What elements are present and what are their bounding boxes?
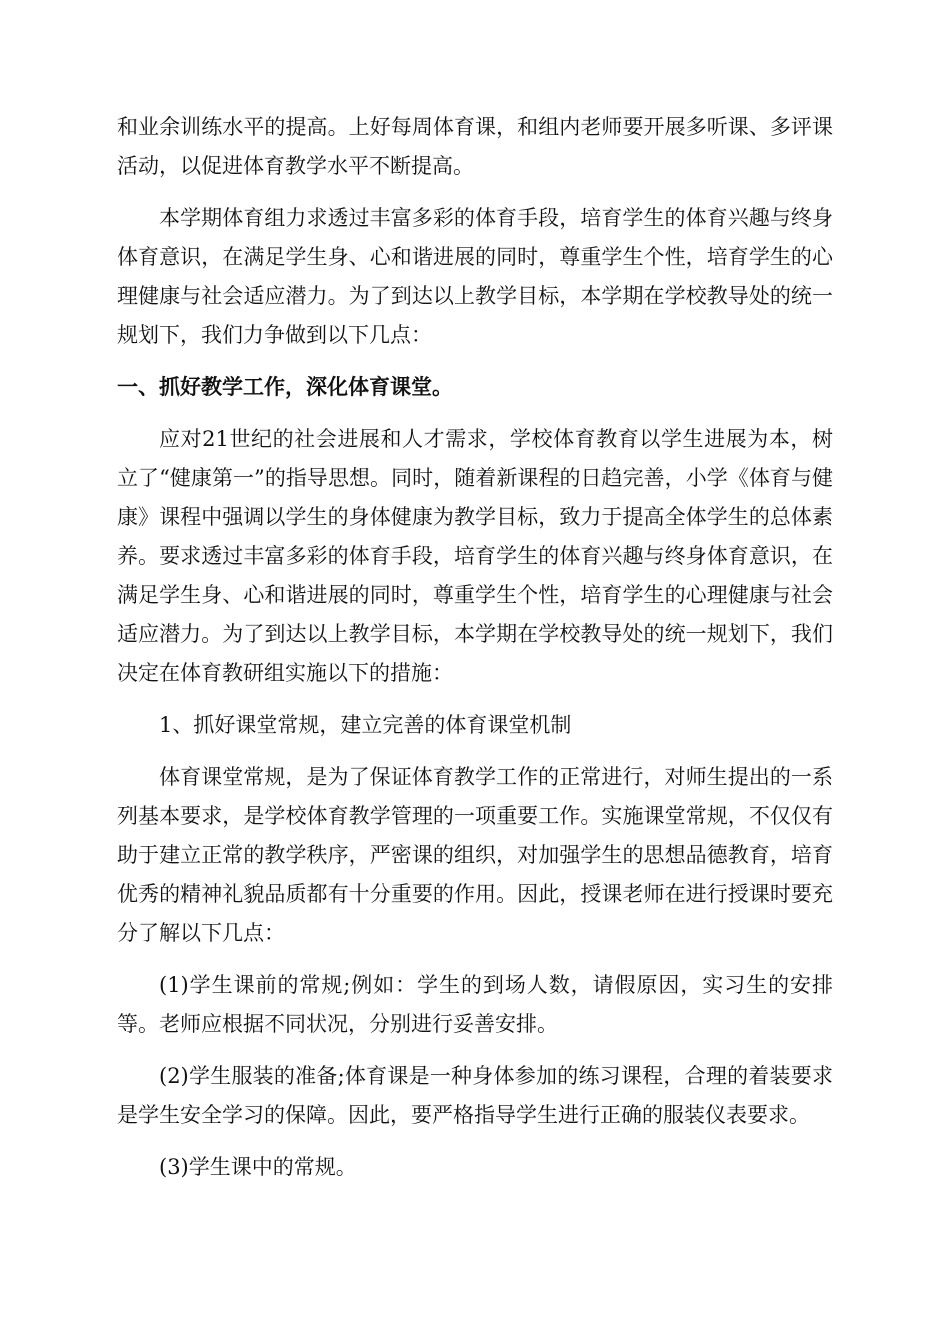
paragraph-semester-goals: 本学期体育组力求透过丰富多彩的体育手段，培育学生的体育兴趣与终身体育意识，在满足学生身、心和谐进展的同时，尊重学生个性，培育学生的心理健康与社会适应潜力。为了到达以上教学目标，本学期在学校教导处的统一规划下，我们力争做到以下几点：: [117, 206, 833, 347]
paragraph-health-first: 应对21世纪的社会进展和人才需求，学校体育教育以学生进展为本，树立了“健康第一”的指导思想。同时，随着新课程的日趋完善，小学《体育与健康》课程中强调以学生的身体健康为教学目标，致力于提高全体学生的总体素养。要求透过丰富多彩的体育手段，培育学生的体育兴趣与终身体育意识，在满足学生身、心和谐进展的同时，尊重学生个性，培育学生的心理健康与社会适应潜力。为了到达以上教学目标，本学期在学校教导处的统一规划下，我们决定在体育教研组实施以下的措施：: [117, 427, 833, 685]
section-heading-teaching: 一、抓好教学工作，深化体育课堂。: [117, 375, 453, 399]
list-item-in-class: (3)学生课中的常规。: [159, 1155, 357, 1179]
list-item-clothing: (2)学生服装的准备;体育课是一种身体参加的练习课程，合理的着装要求是学生安全学习的保障。因此，要严格指导学生进行正确的服装仪表要求。: [117, 1064, 833, 1127]
paragraph-routine-explanation: 体育课堂常规，是为了保证体育教学工作的正常进行，对师生提出的一系列基本要求，是学校体育教学管理的一项重要工作。实施课堂常规，不仅仅有助于建立正常的教学秩序，严密课的组织，对加强学生的思想品德教育，培育优秀的精神礼貌品质都有十分重要的作用。因此，授课老师在进行授课时要充分了解以下几点：: [117, 765, 833, 945]
paragraph-continuation: 和业余训练水平的提高。上好每周体育课，和组内老师要开展多听课、多评课活动，以促进体育教学水平不断提高。: [117, 115, 833, 178]
document-body: [117, 108, 833, 1200]
subheading-classroom-routine: 1、抓好课堂常规，建立完善的体育课堂机制: [159, 713, 572, 737]
list-item-pre-class: (1)学生课前的常规;例如：学生的到场人数，请假原因，实习生的安排等。老师应根据不同状况，分别进行妥善安排。: [117, 973, 833, 1036]
